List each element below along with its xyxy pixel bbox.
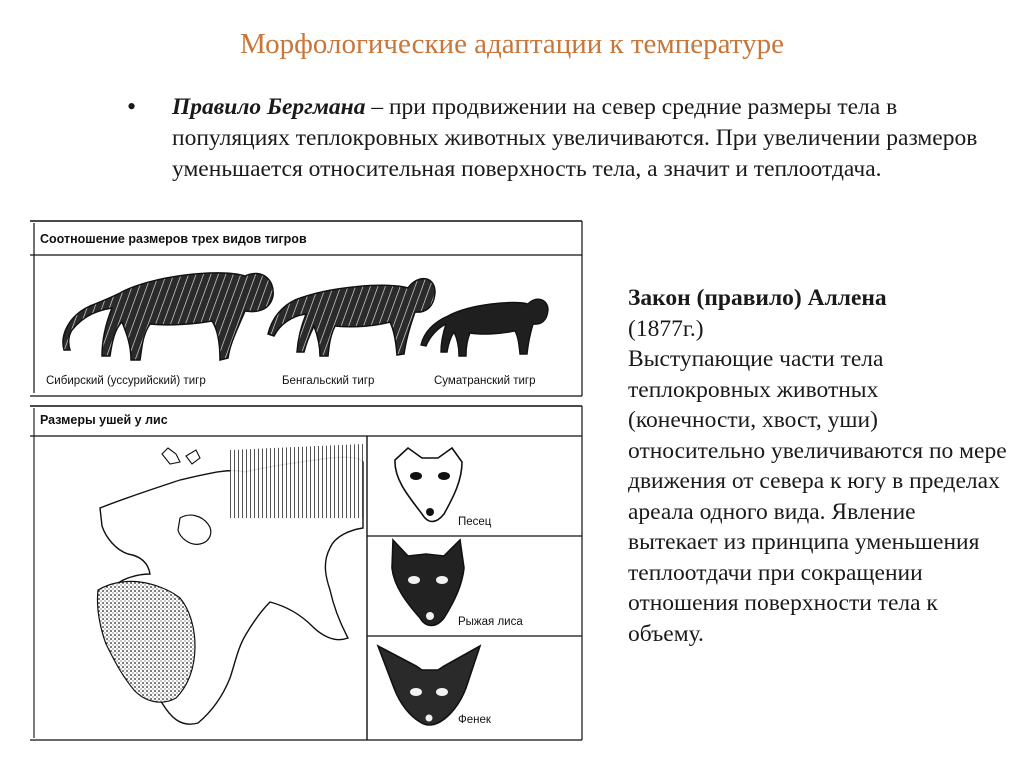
eurasia-africa-map xyxy=(97,444,363,724)
bergmann-rule-text xyxy=(172,92,982,185)
tiger-label-siberian: Сибирский (уссурийский) тигр xyxy=(46,375,206,387)
fox-label-fennec: Фенек xyxy=(458,714,491,726)
sumatran-tiger-drawing xyxy=(421,299,548,356)
tiger-label-sumatran: Суматранский тигр xyxy=(434,375,536,387)
arctic-fox-drawing xyxy=(395,448,462,522)
tigers-panel-header: Соотношение размеров трех видов тигров xyxy=(40,232,307,246)
allen-rule-block xyxy=(628,283,1008,649)
tiger-label-bengal: Бенгальский тигр xyxy=(282,375,375,387)
bergmann-rule-term: Правило Бергмана xyxy=(172,94,366,120)
bengal-tiger-drawing xyxy=(268,279,435,356)
siberian-tiger-drawing xyxy=(63,273,273,360)
allen-rule-body: Выступающие части тела теплокровных животных (конечности, хвост, уши) относительно увеличиваются по мере движения от севера к югу в пределах ареала одного вида. Явление вытекает из принципа уменьшения теплоотдачи при сокращении отношения поверхности тела к объему. xyxy=(628,346,1007,647)
allen-rule-heading: Закон (правило) Аллена xyxy=(628,285,887,311)
illustration-graphics xyxy=(30,218,592,743)
bullet-marker: • xyxy=(127,92,137,121)
bergmann-rule-body: – при продвижении на север средние размеры тела в популяциях теплокровных животных увеличиваются. При увеличении размеров уменьшается относительная поверхность тела, а значит и теплоотдача. xyxy=(172,94,978,182)
fox-label-red: Рыжая лиса xyxy=(458,616,523,628)
fox-label-arctic: Песец xyxy=(458,516,492,528)
slide-title: Морфологические адаптации к температуре xyxy=(240,28,784,60)
red-fox-drawing xyxy=(392,540,464,626)
foxes-panel-header: Размеры ушей у лис xyxy=(40,413,168,427)
illustration-figure xyxy=(30,218,592,743)
allen-rule-year: (1877г.) xyxy=(628,315,704,342)
